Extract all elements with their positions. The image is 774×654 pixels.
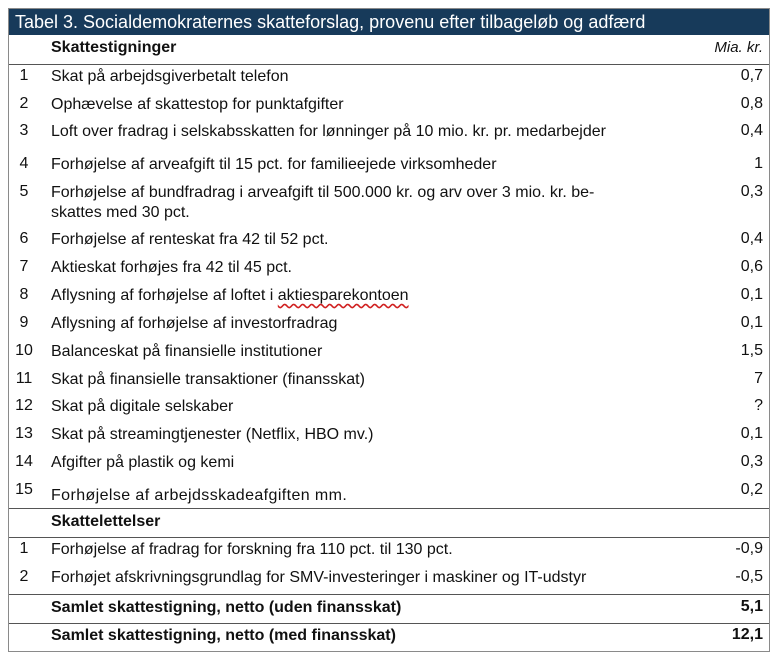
row-number: 10: [15, 342, 33, 359]
row-number: 3: [19, 122, 29, 139]
row-description: Aflysning af forhøjelse af investorfradrag: [51, 315, 338, 332]
row-number: 2: [19, 568, 29, 585]
section-header-skattelettelser: [9, 510, 769, 534]
row-description: [51, 286, 691, 306]
row-description: Afgifter på plastik og kemi: [51, 454, 235, 471]
total-value: 12,1: [731, 626, 763, 643]
row-value: -0,5: [735, 568, 763, 585]
row-description: Balanceskat på finansielle institutioner: [51, 343, 323, 360]
row-description: Forhøjelse af fradrag for forskning fra 110 pct. til 130 pct.: [51, 541, 453, 558]
row-description: Forhøjet afskrivningsgrundlag for SMV-investeringer i maskiner og IT-udstyr: [51, 569, 587, 586]
row-number: 7: [19, 258, 29, 275]
row-description: Skat på digitale selskaber: [51, 398, 234, 415]
row-value: ?: [754, 397, 763, 414]
row-value: 0,1: [740, 286, 763, 303]
table-title: Tabel 3. Socialdemokraternes skatteforslag, provenu efter tilbageløb og adfærd: [9, 9, 769, 35]
row-description-line1: Forhøjelse af bundfradrag i arveafgift til 500.000 kr. og arv over 3 mio. kr. be-: [51, 184, 595, 201]
row-value: 0,3: [740, 453, 763, 470]
row-number: 5: [19, 183, 29, 200]
row-description: Forhøjelse af arbejdsskadeafgiften mm.: [51, 487, 348, 504]
row-value: 0,6: [740, 258, 763, 275]
row-number: 13: [15, 425, 33, 442]
row-description: Ophævelse af skattestop for punktafgifter: [51, 96, 344, 113]
spellcheck-marked-word: aktiesparekontoen: [277, 287, 409, 304]
row-description: Skat på arbejdsgiverbetalt telefon: [51, 68, 289, 85]
row-value: 0,3: [740, 183, 763, 200]
row-number: 15: [15, 481, 33, 498]
row-value: 0,8: [740, 95, 763, 112]
row-number: 11: [15, 370, 33, 387]
row-value: 0,2: [740, 481, 763, 498]
row-description: Aktieskat forhøjes fra 42 til 45 pct.: [51, 259, 292, 276]
row-description: Skat på streamingtjenester (Netflix, HBO mv.): [51, 426, 374, 443]
divider: [9, 64, 769, 65]
row-number: 12: [15, 397, 33, 414]
divider: [9, 623, 769, 624]
section-header-skattestigninger: [9, 36, 769, 60]
row-number: 6: [19, 230, 29, 247]
row-description: Loft over fradrag i selskabsskatten for lønninger på 10 mio. kr. pr. medarbejder: [51, 123, 606, 140]
section-heading: Skattestigninger: [51, 39, 177, 56]
total-value: 5,1: [740, 598, 763, 615]
row-value: 0,7: [740, 67, 763, 84]
total-label: Samlet skattestigning, netto (uden finansskat): [51, 599, 402, 616]
row-description: Forhøjelse af arveafgift til 15 pct. for familieejede virksomheder: [51, 156, 497, 173]
divider: [9, 508, 769, 509]
row-value: 0,1: [740, 314, 763, 331]
row-description: [51, 183, 691, 223]
row-description: Skat på finansielle transaktioner (finansskat): [51, 371, 365, 388]
row-number: 14: [15, 453, 33, 470]
row-value: 0,4: [740, 230, 763, 247]
divider: [9, 594, 769, 595]
divider: [9, 537, 769, 538]
row-number: 9: [19, 314, 29, 331]
row-value: 7: [754, 370, 763, 387]
row-value: 1,5: [740, 342, 763, 359]
row-description-text: Aflysning af forhøjelse af loftet i: [51, 287, 278, 304]
row-value: 1: [754, 155, 763, 172]
row-description-line2: skattes med 30 pct.: [51, 204, 190, 221]
row-number: 8: [19, 286, 29, 303]
row-value: -0,9: [735, 540, 763, 557]
section-heading: Skattelettelser: [51, 513, 161, 530]
row-value: 0,1: [740, 425, 763, 442]
total-label: Samlet skattestigning, netto (med finansskat): [51, 627, 396, 644]
tax-table: [8, 8, 770, 652]
unit-label: Mia. kr.: [714, 39, 763, 56]
row-number: 1: [19, 67, 29, 84]
row-number: 4: [19, 155, 29, 172]
row-number: 2: [19, 95, 29, 112]
row-value: 0,4: [740, 122, 763, 139]
row-description: Forhøjelse af renteskat fra 42 til 52 pct.: [51, 231, 329, 248]
row-number: 1: [19, 540, 29, 557]
